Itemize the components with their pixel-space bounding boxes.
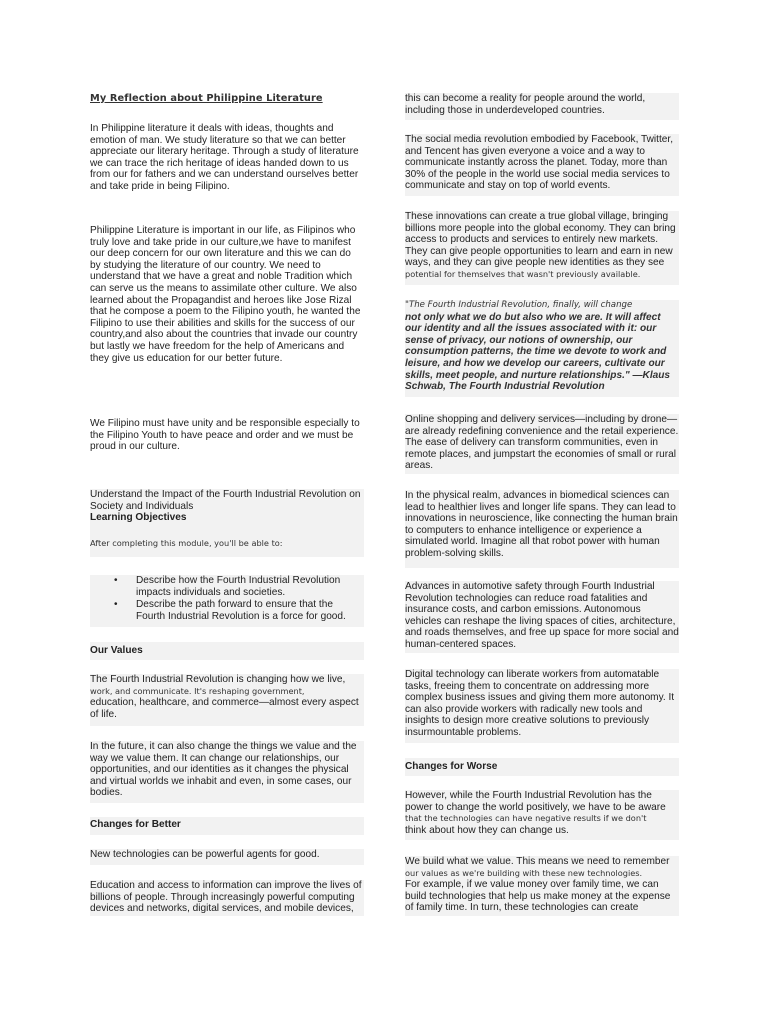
changes-worse-heading-box: [405, 758, 679, 776]
worse-paragraph-2: [405, 856, 679, 916]
bullet-icon: •: [114, 599, 118, 611]
worse-line-4: We build what we value. This means we need to remember: [405, 856, 670, 867]
objective-text: Describe the path forward to ensure that the Fourth Industrial Revolution is a force for good.: [136, 599, 346, 622]
values-line-1: The Fourth Industrial Revolution is changing how we live,: [90, 674, 346, 685]
better-paragraph-2: Education and access to information can improve the lives of billions of people. Through increasingly powerful computing devices and networks, digital services, and mobile devices,: [90, 880, 364, 916]
reflection-paragraph-3: We Filipino must have unity and be responsible especially to the Filipino Youth to have peace and order and we must be proud in our culture.: [90, 418, 360, 453]
quote-body: not only what we do but also who we are. It will affect our identity and all the issues associated with it: our sense of privacy, our notions of ownership, our consumption patterns, the time we devote to work and leisure, and how we develop our careers, cultivate our skills, meet people, and nurture relationships." —Klaus Schwab, The Fourth Industrial Revolution: [405, 311, 671, 393]
worse-line-5: our values as we're building with these new technologies.: [405, 867, 643, 878]
right-paragraph-7: Digital technology can liberate workers from automatable tasks, freeing them to concentrate on addressing more complex business issues and giving them more autonomy. It can also provide workers with radically new tools and insights to design more creative solutions to previously insurmountable problems.: [405, 669, 679, 743]
our-values-heading-box: [90, 642, 364, 660]
objective-text: Describe how the Fourth Industrial Revolution impacts individuals and societies.: [136, 575, 341, 598]
worse-line-1: However, while the Fourth Industrial Revolution has the power to change the world positively, we have to be aware: [405, 790, 666, 813]
module-header-box: [90, 489, 364, 557]
values-paragraph-1: [90, 674, 364, 726]
right-paragraph-5: In the physical realm, advances in biomedical sciences can lead to healthier lives and longer life spans. They can lead to innovations in neuroscience, like connecting the human brain to computers to enhance intelligence or experience a simulated world. Imagine all that robot power with human problem-solving skills.: [405, 490, 679, 568]
right-paragraph-3: [405, 211, 679, 285]
changes-better-heading-box: [90, 817, 364, 835]
worse-line-2: that the technologies can have negative results if we don't: [405, 813, 647, 824]
changes-worse-heading: Changes for Worse: [405, 761, 498, 772]
list-item: [90, 575, 364, 598]
schwab-quote: [405, 300, 679, 397]
learning-objectives-heading: Learning Objectives: [90, 512, 187, 524]
right-paragraph-6: Advances in automotive safety through Fourth Industrial Revolution technologies can reduce road fatalities and insurance costs, and carbon emissions. Autonomous vehicles can reshape the living spaces of cities, architecture, and roads themselves, and free up space for more social and human-centered spaces.: [405, 581, 679, 653]
worse-line-3: think about how they can change us.: [405, 824, 569, 836]
our-values-heading: Our Values: [90, 645, 143, 656]
innovations-text: These innovations can create a true global village, bringing billions more people into the global economy. They can bring access to products and services to entirely new markets. They can give people opportunities to learn and earn in new ways, and they can give people new identities as they see: [405, 211, 676, 269]
list-item: [90, 599, 364, 622]
right-paragraph-4: Online shopping and delivery services—including by drone—are already redefining convenience and the retail experience. The ease of delivery can transform communities, even in remote places, and jumpstart the economies of small or rural areas.: [405, 414, 679, 474]
objectives-list: [90, 575, 364, 627]
right-paragraph-1: this can become a reality for people around the world, including those in underdeveloped countries.: [405, 93, 679, 120]
worse-paragraph-1: [405, 790, 679, 840]
quote-lead: "The Fourth Industrial Revolution, finally, will change: [405, 300, 633, 310]
reflection-paragraph-1: In Philippine literature it deals with ideas, thoughts and emotion of man. We study literature so that we can better appreciate our literary heritage. Through a study of literature we can trace the rich heritage of ideas handed down to us from our for fathers and we can understand ourselves better and take pride in being Filipino.: [90, 123, 359, 192]
module-impact-title: Understand the Impact of the Fourth Industrial Revolution on Society and Individuals: [90, 489, 361, 512]
right-paragraph-2: The social media revolution embodied by Facebook, Twitter, and Tencent has given everyone a voice and a way to communicate instantly across the planet. Today, more than 30% of the people in the world use social media services to communicate and stay on top of world events.: [405, 134, 679, 196]
after-completing-text: After completing this module, you'll be able to:: [90, 537, 283, 548]
changes-better-heading: Changes for Better: [90, 819, 181, 830]
reflection-paragraph-2: Philippine Literature is important in our life, as Filipinos who truly love and take pride in our culture,we have to manifest our deep concern for our own literature and this we can do by studying the literature of our country. We need to understand that we have a great and noble Tradition which can serve us the means to assimilate other culture. We also learned about the Propagandist and heroes like Jose Rizal that he compose a poem to the Filipino youth, he wanted the Filipino to use their abilities and skills for the success of our country,and also about the countries that invade our country but lastly we have freedom for the help of Americans and they give us education for our better future.: [90, 225, 361, 364]
better-paragraph-1: New technologies can be powerful agents for good.: [90, 849, 364, 865]
bullet-icon: •: [114, 575, 118, 586]
values-line-2: work, and communicate. It's reshaping government,: [90, 685, 305, 696]
worse-line-6: For example, if we value money over family time, we can build technologies that help us make money at the expense of family time. In turn, these technologies can create: [405, 879, 671, 914]
values-paragraph-2: In the future, it can also change the things we value and the way we value them. It can change our relationships, our opportunities, and our identities as it changes the physical and virtual worlds we inhabit and even, in some cases, our bodies.: [90, 741, 364, 803]
innovations-tail: potential for themselves that wasn't previously available.: [405, 268, 641, 279]
values-line-3: education, healthcare, and commerce—almost every aspect of life.: [90, 697, 359, 720]
document-title: My Reflection about Philippine Literature: [90, 93, 323, 104]
